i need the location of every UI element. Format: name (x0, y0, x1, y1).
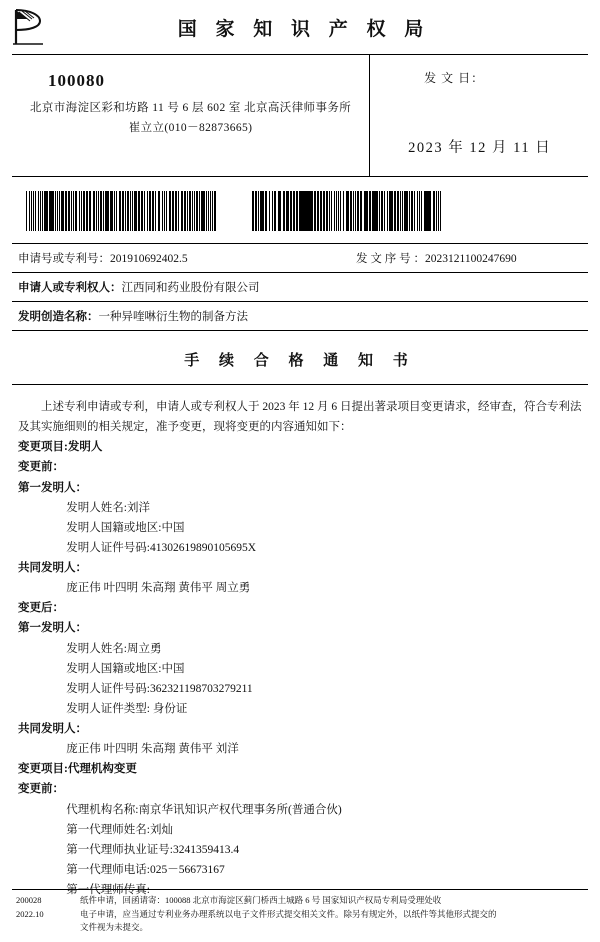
row-invention-title (12, 302, 588, 331)
page-title: 国 家 知 识 产 权 局 (177, 18, 431, 40)
invention-label: 发明创造名称： (18, 311, 99, 323)
agent-phone: 第一代理师电话:025－56673167 (66, 863, 225, 876)
applicant-label: 申请人或专利权人： (18, 282, 122, 294)
change-item-2: 变更项目:代理机构变更 (18, 763, 137, 776)
before-inventor-id-number: 发明人证件号码:41302619890105695X (66, 541, 257, 554)
address-date-block (12, 55, 588, 177)
footer-code-line-1: 200028 (16, 895, 42, 906)
footer-note-line-2: 电子申请，应当通过专利业务办理系统以电子文件形式提交相关文件。除另有规定外，以纸件等其他形式提交的 (80, 908, 497, 919)
before-label-2: 变更前： (18, 783, 64, 796)
co-inventor-label-before: 共同发明人： (18, 562, 87, 574)
row-applicant (12, 273, 588, 302)
footer-note-line-3: 文件视为未提交。 (80, 921, 149, 932)
postcode: 100080 (48, 71, 105, 90)
agent-license-number: 第一代理师执业证号:3241359413.4 (66, 843, 240, 856)
document-body (12, 385, 588, 900)
issue-date-label: 发 文 日： (424, 71, 485, 85)
footer-code-line-2: 2022.10 (16, 908, 44, 919)
address-line-2: 崔立立(010－82873665) (128, 121, 253, 134)
co-inventors-before: 庞正伟 叶四明 朱高翔 黄伟平 周立勇 (66, 582, 251, 595)
agent-name: 第一代理师姓名:刘灿 (66, 823, 173, 836)
dispatch-serial-value: 2023121100247690 (425, 253, 517, 265)
after-inventor-id-number: 发明人证件号码:362321198703279211 (66, 682, 253, 695)
dispatch-barcode (252, 191, 442, 231)
body-paragraph-1: 上述专利申请或专利，申请人或专利权人于 2023 年 12 月 6 日提出著录项目变更请求，经审查，符合专利法及其实施细则的相关规定，准予变更，现将变更的内容通知如下： (18, 401, 582, 434)
footer-note-line-1: 纸件申请，回函请寄：100088 北京市海淀区蓟门桥西土城路 6 号 国家知识产权局专利局受理处收 (80, 895, 442, 906)
dispatch-serial-cell (300, 250, 588, 266)
after-inventor-name: 发明人姓名:周立勇 (66, 642, 162, 655)
document-footer (12, 889, 588, 934)
application-number-label: 申请号或专利号： (18, 253, 110, 265)
agent-fax: 第一代理师传真: (66, 884, 150, 896)
document-header (0, 0, 600, 54)
first-inventor-label-after: 第一发明人： (18, 622, 87, 635)
before-inventor-name: 发明人姓名:刘洋 (66, 501, 150, 514)
application-number-cell (12, 250, 300, 266)
footer-notes (80, 894, 588, 934)
after-inventor-nationality: 发明人国籍或地区:中国 (66, 662, 185, 675)
document-title: 手 续 合 格 通 知 书 (12, 331, 588, 385)
row-application-number (12, 244, 588, 273)
applicant-value: 江西同和药业股份有限公司 (121, 282, 260, 294)
after-inventor-id-type: 发明人证件类型: 身份证 (66, 702, 188, 715)
invention-value: 一种异喹啉衍生物的制备方法 (98, 311, 248, 323)
applicant-cell (12, 279, 260, 295)
footer-form-code (12, 894, 80, 934)
before-label-1: 变更前： (18, 461, 64, 474)
barcode-row (12, 177, 588, 244)
after-label-1: 变更后： (18, 602, 64, 615)
before-inventor-nationality: 发明人国籍或地区:中国 (66, 521, 185, 534)
first-inventor-label-before: 第一发明人： (18, 481, 87, 494)
dispatch-serial-label: 发 文 序 号 ： (356, 253, 425, 265)
application-number-value: 201910692402.5 (110, 253, 188, 265)
issue-date-block (369, 55, 588, 176)
invention-cell (12, 308, 248, 324)
recipient-address (12, 55, 369, 176)
change-item-1: 变更项目:发明人 (18, 441, 103, 454)
co-inventors-after: 庞正伟 叶四明 朱高翔 黄伟平 刘洋 (66, 743, 239, 756)
co-inventor-label-after: 共同发明人： (18, 723, 87, 735)
application-barcode (26, 191, 216, 231)
agency-name: 代理机构名称:南京华讯知识产权代理事务所(普通合伙) (66, 803, 342, 816)
cnipa-emblem-icon (10, 7, 48, 47)
address-line-1: 北京市海淀区彩和坊路 11 号 6 层 602 室 北京高沃律师事务所 (29, 102, 352, 114)
issue-date-value: 2023 年 12 月 11 日 (408, 140, 552, 156)
